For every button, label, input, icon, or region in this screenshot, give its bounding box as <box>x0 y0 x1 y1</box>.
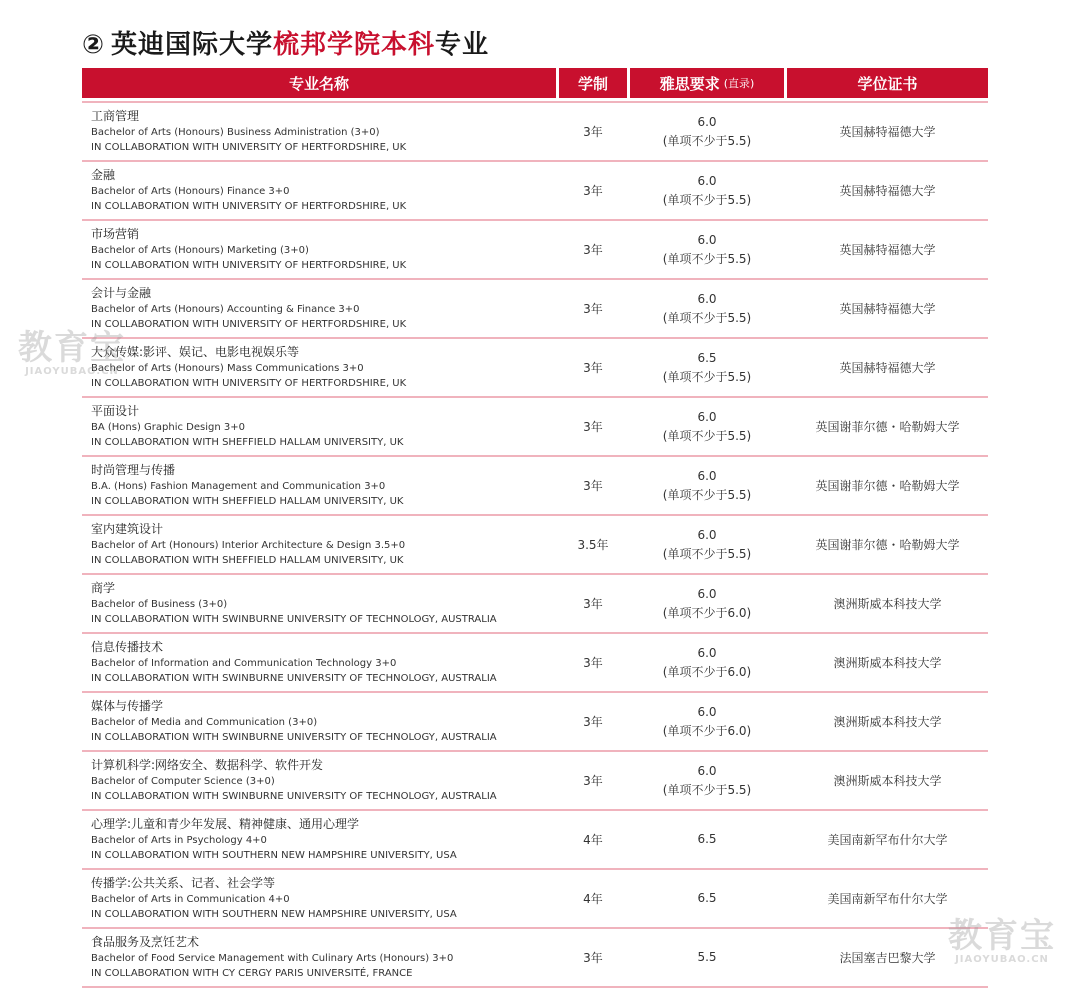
ielts-cell <box>630 280 784 337</box>
ielts-sub-requirement: (单项不少于5.5) <box>662 310 752 325</box>
ielts-score: 6.0 <box>697 409 717 424</box>
program-name-cn: 心理学:儿童和青少年发展、精神健康、通用心理学 <box>91 817 360 831</box>
ielts-score: 6.5 <box>697 350 717 365</box>
watermark-url: JIAOYUBAO.CN <box>955 954 1049 965</box>
degree-cell: 法国塞吉巴黎大学 <box>839 951 936 965</box>
duration-cell: 3年 <box>583 302 603 316</box>
program-name-cn: 工商管理 <box>91 109 140 123</box>
ielts-cell <box>630 457 784 514</box>
header-program-name: 专业名称 <box>82 68 556 98</box>
duration-cell: 3年 <box>583 774 603 788</box>
table-row <box>82 811 988 870</box>
duration-cell: 4年 <box>583 833 603 847</box>
ielts-sub-requirement: (单项不少于5.5) <box>662 369 752 384</box>
degree-cell: 澳洲斯威本科技大学 <box>833 597 942 611</box>
ielts-score: 6.0 <box>697 291 717 306</box>
ielts-cell <box>630 575 784 632</box>
ielts-sub-requirement: (单项不少于5.5) <box>662 782 752 797</box>
degree-cell: 澳洲斯威本科技大学 <box>833 715 942 729</box>
program-partner: IN COLLABORATION WITH SWINBURNE UNIVERSITY OF TECHNOLOGY, AUSTRALIA <box>91 732 497 743</box>
program-name-cell <box>82 162 556 219</box>
header-degree: 学位证书 <box>787 68 988 98</box>
ielts-cell <box>630 221 784 278</box>
degree-cell: 澳洲斯威本科技大学 <box>833 656 942 670</box>
program-name-cn: 传播学:公共关系、记者、社会学等 <box>91 876 276 890</box>
ielts-score: 6.0 <box>697 173 717 188</box>
program-name-cell <box>82 811 556 868</box>
duration-cell: 3年 <box>583 420 603 434</box>
ielts-sub-requirement: (单项不少于6.0) <box>662 605 752 620</box>
degree-cell: 英国谢菲尔德・哈勒姆大学 <box>815 420 960 434</box>
ielts-score: 6.5 <box>697 891 717 905</box>
ielts-sub-requirement: (单项不少于5.5) <box>662 192 752 207</box>
programs-table <box>82 68 988 988</box>
table-row <box>82 693 988 752</box>
program-name-cn: 时尚管理与传播 <box>91 463 176 477</box>
header-ielts-note: (直录) <box>723 77 755 90</box>
header-ielts <box>630 68 784 98</box>
ielts-cell <box>630 634 784 691</box>
degree-cell: 英国赫特福德大学 <box>839 243 936 257</box>
ielts-sub-requirement: (单项不少于5.5) <box>662 133 752 148</box>
watermark-text: 教育宝 <box>18 328 126 368</box>
title-accent: 梳邦学院本科 <box>273 30 436 60</box>
table-row <box>82 457 988 516</box>
ielts-score: 6.0 <box>697 114 717 129</box>
program-partner: IN COLLABORATION WITH SHEFFIELD HALLAM UNIVERSITY, UK <box>91 496 404 507</box>
ielts-score: 6.5 <box>697 832 717 846</box>
program-name-cell <box>82 693 556 750</box>
duration-cell: 3年 <box>583 656 603 670</box>
ielts-cell <box>630 693 784 750</box>
program-name-cn: 商学 <box>91 581 116 595</box>
table-row <box>82 752 988 811</box>
program-name-cell <box>82 398 556 455</box>
program-name-en: Bachelor of Computer Science (3+0) <box>91 776 275 787</box>
table-row <box>82 101 988 162</box>
ielts-sub-requirement: (单项不少于6.0) <box>662 664 752 679</box>
program-name-en: B.A. (Hons) Fashion Management and Communication 3+0 <box>91 481 386 492</box>
program-name-cell <box>82 103 556 160</box>
program-name-en: Bachelor of Arts (Honours) Business Administration (3+0) <box>91 127 380 138</box>
ielts-cell <box>630 870 784 927</box>
table-header <box>82 68 988 98</box>
header-duration: 学制 <box>559 68 627 98</box>
program-name-cell <box>82 752 556 809</box>
program-partner: IN COLLABORATION WITH UNIVERSITY OF HERTFORDSHIRE, UK <box>91 378 407 389</box>
program-name-en: BA (Hons) Graphic Design 3+0 <box>91 422 245 433</box>
ielts-score: 6.0 <box>697 704 717 719</box>
degree-cell: 英国赫特福德大学 <box>839 361 936 375</box>
program-name-cell <box>82 457 556 514</box>
degree-cell: 英国赫特福德大学 <box>839 125 936 139</box>
program-partner: IN COLLABORATION WITH UNIVERSITY OF HERTFORDSHIRE, UK <box>91 142 407 153</box>
program-name-en: Bachelor of Arts in Psychology 4+0 <box>91 835 267 846</box>
title-prefix: 英迪国际大学 <box>111 30 274 60</box>
header-ielts-label: 雅思要求 <box>659 74 720 93</box>
ielts-cell <box>630 752 784 809</box>
table-row <box>82 162 988 221</box>
ielts-score: 6.0 <box>697 232 717 247</box>
degree-cell: 英国谢菲尔德・哈勒姆大学 <box>815 479 960 493</box>
table-row <box>82 339 988 398</box>
watermark-text: 教育宝 <box>948 916 1056 956</box>
ielts-score: 6.0 <box>697 645 717 660</box>
ielts-score: 6.0 <box>697 468 717 483</box>
program-name-en: Bachelor of Information and Communication Technology 3+0 <box>91 658 397 669</box>
program-name-cn: 大众传媒:影评、娱记、电影电视娱乐等 <box>91 345 300 359</box>
watermark-url: JIAOYUBAO.CN <box>25 366 119 377</box>
program-name-cn: 食品服务及烹饪艺术 <box>91 935 200 949</box>
ielts-score: 6.0 <box>697 527 717 542</box>
ielts-cell <box>630 398 784 455</box>
ielts-score: 6.0 <box>697 763 717 778</box>
program-partner: IN COLLABORATION WITH UNIVERSITY OF HERTFORDSHIRE, UK <box>91 319 407 330</box>
program-name-en: Bachelor of Food Service Management with Culinary Arts (Honours) 3+0 <box>91 953 454 964</box>
table-row <box>82 516 988 575</box>
duration-cell: 3年 <box>583 951 603 965</box>
duration-cell: 3年 <box>583 243 603 257</box>
ielts-sub-requirement: (单项不少于5.5) <box>662 487 752 502</box>
program-partner: IN COLLABORATION WITH SOUTHERN NEW HAMPSHIRE UNIVERSITY, USA <box>91 909 457 920</box>
degree-cell: 美国南新罕布什尔大学 <box>827 892 948 906</box>
degree-cell: 英国赫特福德大学 <box>839 184 936 198</box>
program-name-en: Bachelor of Arts (Honours) Marketing (3+0) <box>91 245 309 256</box>
ielts-cell <box>630 103 784 160</box>
table-row <box>82 929 988 988</box>
program-name-cn: 媒体与传播学 <box>91 699 164 713</box>
program-name-cn: 计算机科学:网络安全、数据科学、软件开发 <box>91 758 324 772</box>
ielts-cell <box>630 811 784 868</box>
program-partner: IN COLLABORATION WITH SOUTHERN NEW HAMPSHIRE UNIVERSITY, USA <box>91 850 457 861</box>
table-body <box>82 101 988 988</box>
table-row <box>82 398 988 457</box>
degree-cell: 英国谢菲尔德・哈勒姆大学 <box>815 538 960 552</box>
program-partner: IN COLLABORATION WITH UNIVERSITY OF HERTFORDSHIRE, UK <box>91 201 407 212</box>
program-name-cell <box>82 516 556 573</box>
program-name-en: Bachelor of Arts in Communication 4+0 <box>91 894 290 905</box>
table-row <box>82 280 988 339</box>
program-name-cell <box>82 870 556 927</box>
program-name-cell <box>82 339 556 396</box>
program-partner: IN COLLABORATION WITH SHEFFIELD HALLAM UNIVERSITY, UK <box>91 437 404 448</box>
program-name-en: Bachelor of Media and Communication (3+0) <box>91 717 318 728</box>
table-row <box>82 221 988 280</box>
program-partner: IN COLLABORATION WITH SWINBURNE UNIVERSITY OF TECHNOLOGY, AUSTRALIA <box>91 673 497 684</box>
program-name-en: Bachelor of Arts (Honours) Accounting & Finance 3+0 <box>91 304 360 315</box>
program-partner: IN COLLABORATION WITH UNIVERSITY OF HERTFORDSHIRE, UK <box>91 260 407 271</box>
ielts-sub-requirement: (单项不少于5.5) <box>662 251 752 266</box>
duration-cell: 3年 <box>583 125 603 139</box>
program-name-cell <box>82 634 556 691</box>
program-name-cn: 室内建筑设计 <box>91 522 164 536</box>
duration-cell: 3年 <box>583 715 603 729</box>
program-name-cn: 金融 <box>91 168 116 182</box>
page-title <box>82 24 489 61</box>
program-name-en: Bachelor of Business (3+0) <box>91 599 228 610</box>
duration-cell: 4年 <box>583 892 603 906</box>
ielts-cell <box>630 162 784 219</box>
table-row <box>82 870 988 929</box>
program-partner: IN COLLABORATION WITH CY CERGY PARIS UNIVERSITÉ, FRANCE <box>91 968 413 979</box>
table-row <box>82 634 988 693</box>
program-partner: IN COLLABORATION WITH SHEFFIELD HALLAM UNIVERSITY, UK <box>91 555 404 566</box>
program-name-en: Bachelor of Arts (Honours) Finance 3+0 <box>91 186 290 197</box>
duration-cell: 3年 <box>583 361 603 375</box>
duration-cell: 3年 <box>583 597 603 611</box>
program-name-cell <box>82 929 556 986</box>
ielts-sub-requirement: (单项不少于6.0) <box>662 723 752 738</box>
degree-cell: 英国赫特福德大学 <box>839 302 936 316</box>
program-name-en: Bachelor of Arts (Honours) Mass Communications 3+0 <box>91 363 364 374</box>
section-number: ② <box>82 30 106 60</box>
program-partner: IN COLLABORATION WITH SWINBURNE UNIVERSITY OF TECHNOLOGY, AUSTRALIA <box>91 614 497 625</box>
ielts-cell <box>630 516 784 573</box>
ielts-sub-requirement: (单项不少于5.5) <box>662 546 752 561</box>
ielts-sub-requirement: (单项不少于5.5) <box>662 428 752 443</box>
program-partner: IN COLLABORATION WITH SWINBURNE UNIVERSITY OF TECHNOLOGY, AUSTRALIA <box>91 791 497 802</box>
table-row <box>82 575 988 634</box>
program-name-cell <box>82 221 556 278</box>
ielts-cell <box>630 929 784 986</box>
degree-cell: 澳洲斯威本科技大学 <box>833 774 942 788</box>
duration-cell: 3.5年 <box>577 538 609 552</box>
program-name-cn: 平面设计 <box>91 404 140 418</box>
program-name-cn: 会计与金融 <box>91 286 152 300</box>
duration-cell: 3年 <box>583 479 603 493</box>
ielts-score: 5.5 <box>697 950 717 964</box>
program-name-cn: 市场营销 <box>91 227 140 241</box>
ielts-score: 6.0 <box>697 586 717 601</box>
program-name-en: Bachelor of Art (Honours) Interior Architecture & Design 3.5+0 <box>91 540 406 551</box>
ielts-cell <box>630 339 784 396</box>
duration-cell: 3年 <box>583 184 603 198</box>
title-suffix: 专业 <box>435 30 490 60</box>
program-name-cell <box>82 280 556 337</box>
program-name-cn: 信息传播技术 <box>91 640 164 654</box>
degree-cell: 美国南新罕布什尔大学 <box>827 833 948 847</box>
program-name-cell <box>82 575 556 632</box>
